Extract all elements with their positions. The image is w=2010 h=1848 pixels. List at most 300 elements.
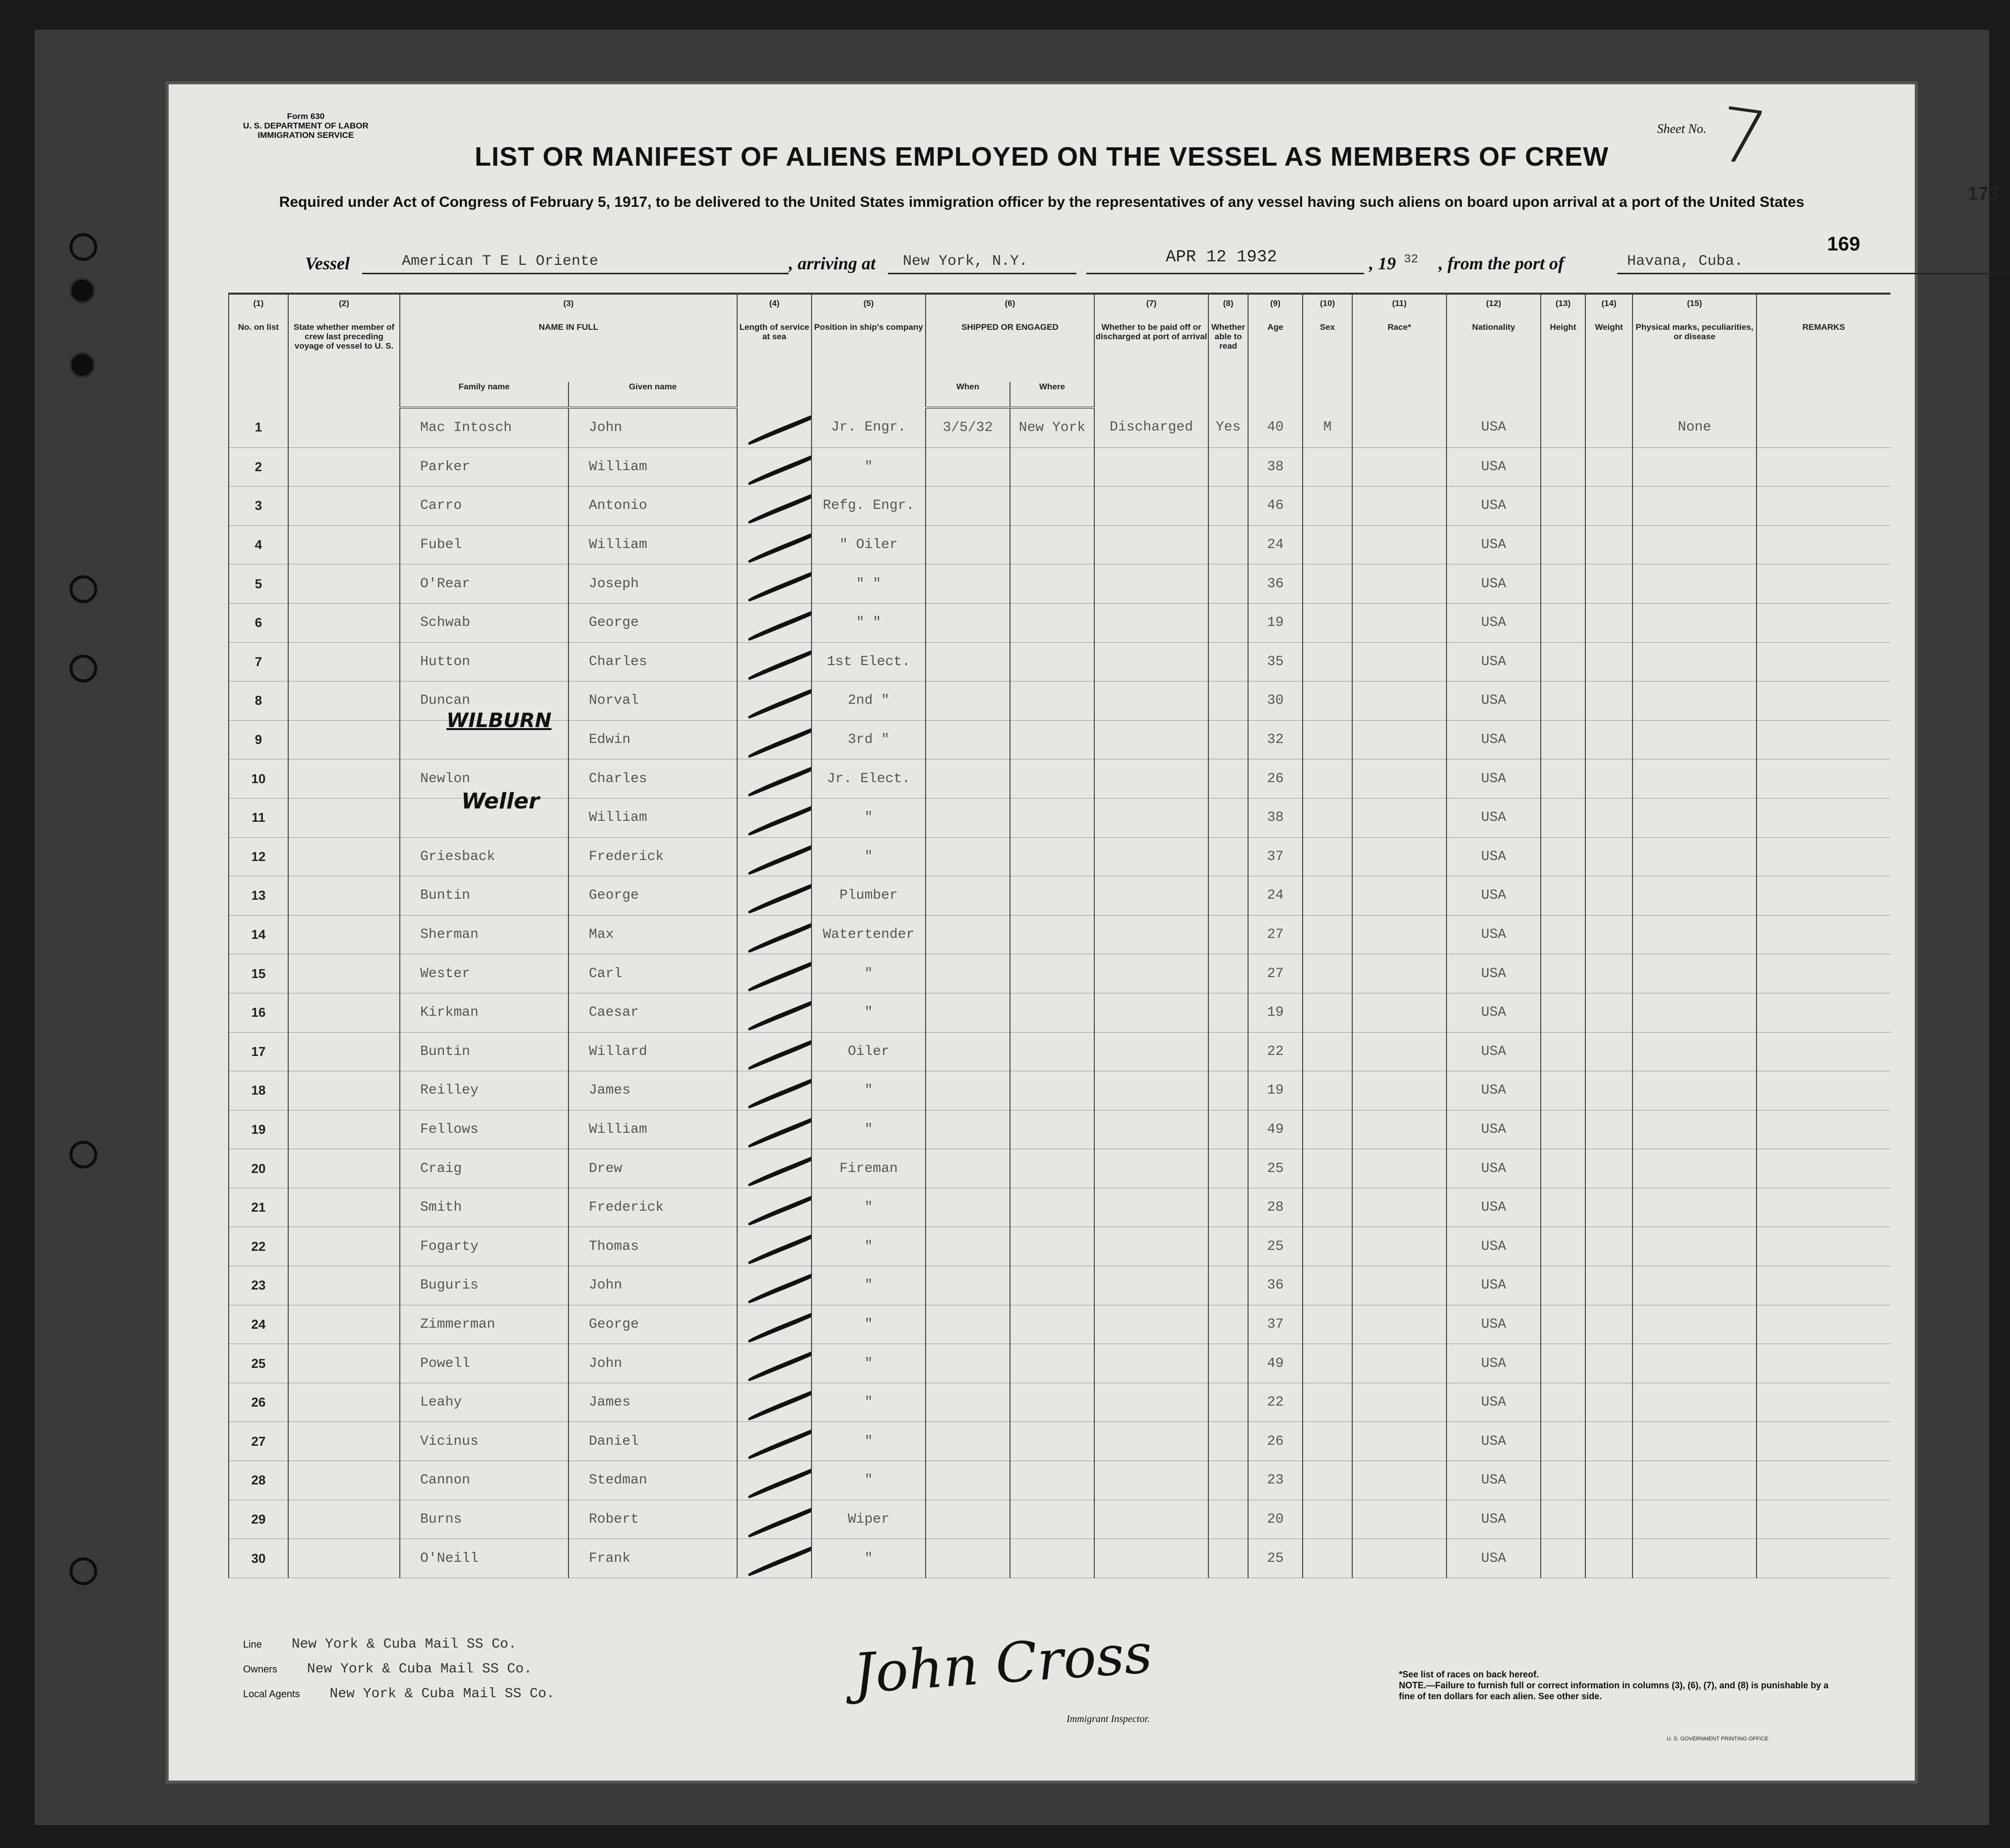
header-able-to-read: Whether able to read	[1208, 322, 1248, 408]
table-row	[229, 564, 1890, 604]
weight-cell	[1585, 487, 1633, 526]
family-name-cell: Hutton	[400, 642, 568, 681]
ink-tick-mark	[748, 566, 812, 602]
remarks-cell	[1757, 1149, 1890, 1188]
ink-tick-mark	[748, 800, 812, 836]
nationality-cell: USA	[1446, 525, 1541, 564]
weight-cell	[1585, 642, 1633, 681]
where-cell	[1010, 603, 1094, 642]
note-races: *See list of races on back hereof.	[1399, 1669, 1539, 1679]
position-cell: "	[812, 1071, 926, 1110]
row-number: 17	[229, 1032, 288, 1071]
state-cell	[288, 1032, 400, 1071]
position-cell: "	[812, 1188, 926, 1227]
given-name-cell: Frank	[568, 1539, 737, 1578]
physical-marks-cell	[1633, 1227, 1757, 1266]
age-cell: 27	[1248, 954, 1303, 993]
length-cell	[737, 525, 812, 564]
family-name-cell: Fellows	[400, 1110, 568, 1149]
remarks-cell	[1757, 681, 1890, 721]
remarks-cell	[1757, 837, 1890, 876]
sex-cell	[1303, 1188, 1352, 1227]
remarks-cell	[1757, 1383, 1890, 1422]
header-sex: Sex	[1303, 322, 1352, 408]
state-cell	[288, 837, 400, 876]
given-name-cell: Caesar	[568, 993, 737, 1032]
given-name-cell: Thomas	[568, 1227, 737, 1266]
weight-cell	[1585, 1266, 1633, 1305]
row-number: 19	[229, 1110, 288, 1149]
row-number: 3	[229, 487, 288, 526]
manifest-subtitle: Required under Act of Congress of February 5, 1917, to be delivered to the United States immigration officer by the representatives of any vessel having such aliens on board upon arrival at a port of the United States	[279, 194, 1805, 210]
height-cell	[1541, 487, 1585, 526]
nationality-cell: USA	[1446, 1461, 1541, 1500]
age-cell: 25	[1248, 1539, 1303, 1578]
paid-off-cell	[1094, 1539, 1208, 1578]
nationality-cell: USA	[1446, 1227, 1541, 1266]
nationality-cell: USA	[1446, 837, 1541, 876]
given-name-cell: Daniel	[568, 1422, 737, 1461]
nationality-cell: USA	[1446, 1149, 1541, 1188]
when-cell	[926, 1344, 1010, 1383]
able-to-read-cell	[1208, 876, 1248, 916]
height-cell	[1541, 1539, 1585, 1578]
nationality-cell: USA	[1446, 1422, 1541, 1461]
ink-tick-mark	[748, 683, 812, 719]
ink-tick-mark	[748, 1502, 812, 1538]
when-cell	[926, 525, 1010, 564]
when-cell	[926, 447, 1010, 487]
sex-cell	[1303, 1266, 1352, 1305]
physical-marks-cell	[1633, 1422, 1757, 1461]
arriving-label: , arriving at	[789, 253, 876, 273]
race-cell	[1352, 408, 1446, 447]
physical-marks-cell	[1633, 525, 1757, 564]
when-cell	[926, 837, 1010, 876]
able-to-read-cell	[1208, 759, 1248, 799]
position-cell: Wiper	[812, 1500, 926, 1539]
manifest-sheet	[169, 84, 1999, 1781]
family-name-cell: Zimmerman	[400, 1305, 568, 1344]
given-name-cell: Carl	[568, 954, 737, 993]
able-to-read-cell	[1208, 447, 1248, 487]
state-cell	[288, 1266, 400, 1305]
row-number: 13	[229, 876, 288, 916]
form-identifier	[243, 112, 369, 140]
given-name-cell: William	[568, 447, 737, 487]
sex-cell	[1303, 1071, 1352, 1110]
able-to-read-cell	[1208, 1188, 1248, 1227]
family-name-cell: Vicinus	[400, 1422, 568, 1461]
ink-tick-mark	[748, 644, 812, 680]
paid-off-cell	[1094, 487, 1208, 526]
nationality-cell: USA	[1446, 487, 1541, 526]
state-cell	[288, 1383, 400, 1422]
where-cell	[1010, 993, 1094, 1032]
given-name-cell: Robert	[568, 1500, 737, 1539]
sex-cell	[1303, 837, 1352, 876]
where-cell	[1010, 1383, 1094, 1422]
given-name-cell: James	[568, 1071, 737, 1110]
remarks-cell	[1757, 993, 1890, 1032]
when-cell	[926, 1539, 1010, 1578]
given-name-cell: William	[568, 1110, 737, 1149]
able-to-read-cell	[1208, 954, 1248, 993]
family-name-cell: Duncan	[400, 681, 568, 721]
family-name-cell: Newlon	[400, 759, 568, 799]
ink-tick-mark	[748, 1424, 812, 1460]
position-cell: "	[812, 1383, 926, 1422]
paid-off-cell	[1094, 1500, 1208, 1539]
paid-off-cell	[1094, 1032, 1208, 1071]
age-cell: 32	[1248, 720, 1303, 759]
line-label: Line	[243, 1639, 262, 1650]
owners-value: New York & Cuba Mail SS Co.	[307, 1662, 532, 1677]
date-stamp: APR 12 1932	[1166, 248, 1277, 267]
race-cell	[1352, 1110, 1446, 1149]
age-cell: 40	[1248, 408, 1303, 447]
state-cell	[288, 603, 400, 642]
where-cell	[1010, 876, 1094, 916]
age-cell: 36	[1248, 564, 1303, 604]
from-port: Havana, Cuba.	[1627, 253, 1744, 270]
age-cell: 20	[1248, 1500, 1303, 1539]
col-num-5: (5)	[812, 294, 926, 322]
physical-marks-cell	[1633, 1344, 1757, 1383]
position-cell: "	[812, 1461, 926, 1500]
sex-cell	[1303, 993, 1352, 1032]
position-cell: 2nd "	[812, 681, 926, 721]
nationality-cell: USA	[1446, 1305, 1541, 1344]
sex-cell	[1303, 525, 1352, 564]
height-cell	[1541, 1227, 1585, 1266]
age-cell: 28	[1248, 1188, 1303, 1227]
sex-cell	[1303, 954, 1352, 993]
state-cell	[288, 915, 400, 954]
col-num-8: (8)	[1208, 294, 1248, 322]
when-cell	[926, 993, 1010, 1032]
paid-off-cell	[1094, 1110, 1208, 1149]
length-cell	[737, 1461, 812, 1500]
paid-off-cell: Discharged	[1094, 408, 1208, 447]
where-cell	[1010, 1149, 1094, 1188]
ink-tick-mark	[748, 527, 812, 563]
able-to-read-cell	[1208, 1032, 1248, 1071]
where-cell	[1010, 1539, 1094, 1578]
header-when: When	[926, 382, 1010, 408]
page-number: 169	[1827, 233, 1860, 255]
when-cell	[926, 759, 1010, 799]
punch-hole	[69, 278, 95, 304]
race-cell	[1352, 837, 1446, 876]
when-cell	[926, 1305, 1010, 1344]
age-cell: 19	[1248, 993, 1303, 1032]
agents-value: New York & Cuba Mail SS Co.	[329, 1686, 555, 1702]
length-cell	[737, 1110, 812, 1149]
race-cell	[1352, 720, 1446, 759]
length-cell	[737, 993, 812, 1032]
given-name-cell: George	[568, 876, 737, 916]
ink-tick-mark	[748, 1034, 812, 1070]
punch-hole	[69, 1557, 97, 1585]
weight-cell	[1585, 1344, 1633, 1383]
length-cell	[737, 1188, 812, 1227]
where-cell	[1010, 1266, 1094, 1305]
row-number: 12	[229, 837, 288, 876]
length-cell	[737, 1266, 812, 1305]
height-cell	[1541, 993, 1585, 1032]
given-name-cell: Antonio	[568, 487, 737, 526]
where-cell	[1010, 681, 1094, 721]
physical-marks-cell	[1633, 681, 1757, 721]
family-name-cell: Burns	[400, 1500, 568, 1539]
sex-cell	[1303, 1110, 1352, 1149]
when-cell	[926, 603, 1010, 642]
remarks-cell	[1757, 408, 1890, 447]
state-cell	[288, 1422, 400, 1461]
vessel-line	[243, 248, 1776, 278]
length-cell	[737, 1539, 812, 1578]
position-cell: "	[812, 1266, 926, 1305]
race-cell	[1352, 876, 1446, 916]
table-row	[229, 1110, 1890, 1149]
race-cell	[1352, 603, 1446, 642]
paid-off-cell	[1094, 876, 1208, 916]
family-name-cell: O'Rear	[400, 564, 568, 604]
given-name-cell: William	[568, 798, 737, 837]
age-cell: 49	[1248, 1110, 1303, 1149]
column-number-row	[229, 294, 1890, 322]
position-cell: "	[812, 1422, 926, 1461]
given-name-cell: Drew	[568, 1149, 737, 1188]
given-name-cell: George	[568, 1305, 737, 1344]
where-cell	[1010, 1110, 1094, 1149]
height-cell	[1541, 1188, 1585, 1227]
when-cell	[926, 876, 1010, 916]
paid-off-cell	[1094, 1149, 1208, 1188]
ink-tick-mark	[748, 605, 812, 641]
ink-tick-mark	[748, 722, 812, 758]
col-num-1: (1)	[229, 294, 288, 322]
weight-cell	[1585, 681, 1633, 721]
ink-tick-mark	[748, 956, 812, 992]
family-name-cell: Griesback	[400, 837, 568, 876]
footnotes	[1399, 1669, 1845, 1702]
when-cell	[926, 1149, 1010, 1188]
family-name-cell: Craig	[400, 1149, 568, 1188]
remarks-cell	[1757, 1071, 1890, 1110]
state-cell	[288, 1305, 400, 1344]
position-cell: 1st Elect.	[812, 642, 926, 681]
state-cell	[288, 681, 400, 721]
family-name-cell: Buguris	[400, 1266, 568, 1305]
weight-cell	[1585, 1149, 1633, 1188]
nationality-cell: USA	[1446, 642, 1541, 681]
able-to-read-cell	[1208, 1149, 1248, 1188]
height-cell	[1541, 564, 1585, 604]
given-name-cell: William	[568, 525, 737, 564]
position-cell: "	[812, 1305, 926, 1344]
race-cell	[1352, 1188, 1446, 1227]
sex-cell	[1303, 1461, 1352, 1500]
sex-cell	[1303, 915, 1352, 954]
nationality-cell: USA	[1446, 876, 1541, 916]
header-length-of-service: Length of service at sea	[737, 322, 812, 408]
where-cell	[1010, 1188, 1094, 1227]
remarks-cell	[1757, 603, 1890, 642]
state-cell	[288, 876, 400, 916]
sex-cell	[1303, 876, 1352, 916]
race-cell	[1352, 642, 1446, 681]
family-name-cell: Carro	[400, 487, 568, 526]
state-cell	[288, 1500, 400, 1539]
state-cell	[288, 1071, 400, 1110]
race-cell	[1352, 1071, 1446, 1110]
position-cell: "	[812, 1539, 926, 1578]
ink-tick-mark	[748, 995, 812, 1031]
length-cell	[737, 954, 812, 993]
where-cell	[1010, 1305, 1094, 1344]
age-cell: 26	[1248, 759, 1303, 799]
column-header-row	[229, 322, 1890, 382]
owners-label: Owners	[243, 1664, 277, 1675]
table-row	[229, 1305, 1890, 1344]
family-name-cell: Parker	[400, 447, 568, 487]
table-row	[229, 525, 1890, 564]
length-cell	[737, 1227, 812, 1266]
weight-cell	[1585, 798, 1633, 837]
state-cell	[288, 487, 400, 526]
nationality-cell: USA	[1446, 1500, 1541, 1539]
position-cell: "	[812, 447, 926, 487]
weight-cell	[1585, 408, 1633, 447]
length-cell	[737, 876, 812, 916]
remarks-cell	[1757, 1461, 1890, 1500]
able-to-read-cell	[1208, 642, 1248, 681]
handwritten-name-correction: WILBURN	[446, 709, 552, 732]
height-cell	[1541, 876, 1585, 916]
col-num-3: (3)	[400, 294, 737, 322]
able-to-read-cell	[1208, 1266, 1248, 1305]
table-row	[229, 642, 1890, 681]
able-to-read-cell	[1208, 720, 1248, 759]
sex-cell	[1303, 1500, 1352, 1539]
length-cell	[737, 1305, 812, 1344]
where-cell	[1010, 1344, 1094, 1383]
remarks-cell	[1757, 1305, 1890, 1344]
position-cell: Refg. Engr.	[812, 487, 926, 526]
age-cell: 35	[1248, 642, 1303, 681]
when-cell	[926, 720, 1010, 759]
age-cell: 24	[1248, 876, 1303, 916]
table-row	[229, 1149, 1890, 1188]
height-cell	[1541, 1110, 1585, 1149]
length-cell	[737, 681, 812, 721]
row-number: 27	[229, 1422, 288, 1461]
length-cell	[737, 1344, 812, 1383]
able-to-read-cell	[1208, 1110, 1248, 1149]
nationality-cell: USA	[1446, 720, 1541, 759]
remarks-cell	[1757, 1032, 1890, 1071]
where-cell	[1010, 1071, 1094, 1110]
handwritten-name-correction: Weller	[461, 789, 540, 814]
height-cell	[1541, 1032, 1585, 1071]
weight-cell	[1585, 759, 1633, 799]
physical-marks-cell	[1633, 915, 1757, 954]
able-to-read-cell	[1208, 915, 1248, 954]
table-row	[229, 447, 1890, 487]
ink-tick-mark	[748, 761, 812, 797]
col-num-15: (15)	[1633, 294, 1757, 322]
nationality-cell: USA	[1446, 408, 1541, 447]
length-cell	[737, 759, 812, 799]
col-num-14: (14)	[1585, 294, 1633, 322]
race-cell	[1352, 447, 1446, 487]
age-cell: 19	[1248, 1071, 1303, 1110]
nationality-cell: USA	[1446, 993, 1541, 1032]
race-cell	[1352, 1344, 1446, 1383]
paid-off-cell	[1094, 447, 1208, 487]
nationality-cell: USA	[1446, 1032, 1541, 1071]
ink-tick-mark	[748, 1307, 812, 1343]
nationality-cell: USA	[1446, 1266, 1541, 1305]
able-to-read-cell: Yes	[1208, 408, 1248, 447]
vessel-name: American T E L Oriente	[402, 253, 599, 270]
position-cell: " "	[812, 603, 926, 642]
header-paid-off: Whether to be paid off or discharged at port of arrival	[1094, 322, 1208, 408]
weight-cell	[1585, 564, 1633, 604]
state-cell	[288, 1227, 400, 1266]
where-cell: New York	[1010, 408, 1094, 447]
col-num-4: (4)	[737, 294, 812, 322]
row-number: 23	[229, 1266, 288, 1305]
table-row	[229, 1266, 1890, 1305]
table-row	[229, 1539, 1890, 1578]
weight-cell	[1585, 1110, 1633, 1149]
position-cell: Fireman	[812, 1149, 926, 1188]
header-given-name: Given name	[568, 382, 737, 408]
remarks-cell	[1757, 564, 1890, 604]
header-where: Where	[1010, 382, 1094, 408]
physical-marks-cell	[1633, 1383, 1757, 1422]
table-row	[229, 1461, 1890, 1500]
header-race: Race*	[1352, 322, 1446, 408]
given-name-cell: Willard	[568, 1032, 737, 1071]
paid-off-cell	[1094, 1344, 1208, 1383]
length-cell	[737, 1071, 812, 1110]
position-cell: "	[812, 1344, 926, 1383]
nationality-cell: USA	[1446, 447, 1541, 487]
remarks-cell	[1757, 1422, 1890, 1461]
able-to-read-cell	[1208, 1539, 1248, 1578]
age-cell: 46	[1248, 487, 1303, 526]
remarks-cell	[1757, 798, 1890, 837]
inspector-signature: John Cross	[851, 1621, 1154, 1706]
col-num-2: (2)	[288, 294, 400, 322]
row-number: 4	[229, 525, 288, 564]
sex-cell	[1303, 720, 1352, 759]
physical-marks-cell	[1633, 1149, 1757, 1188]
form-number: Form 630	[287, 112, 325, 121]
service-name: IMMIGRATION SERVICE	[257, 130, 354, 140]
family-name-cell: Leahy	[400, 1383, 568, 1422]
punch-hole	[69, 575, 97, 603]
nationality-cell: USA	[1446, 915, 1541, 954]
weight-cell	[1585, 525, 1633, 564]
position-cell: Oiler	[812, 1032, 926, 1071]
age-cell: 26	[1248, 1422, 1303, 1461]
age-cell: 38	[1248, 798, 1303, 837]
